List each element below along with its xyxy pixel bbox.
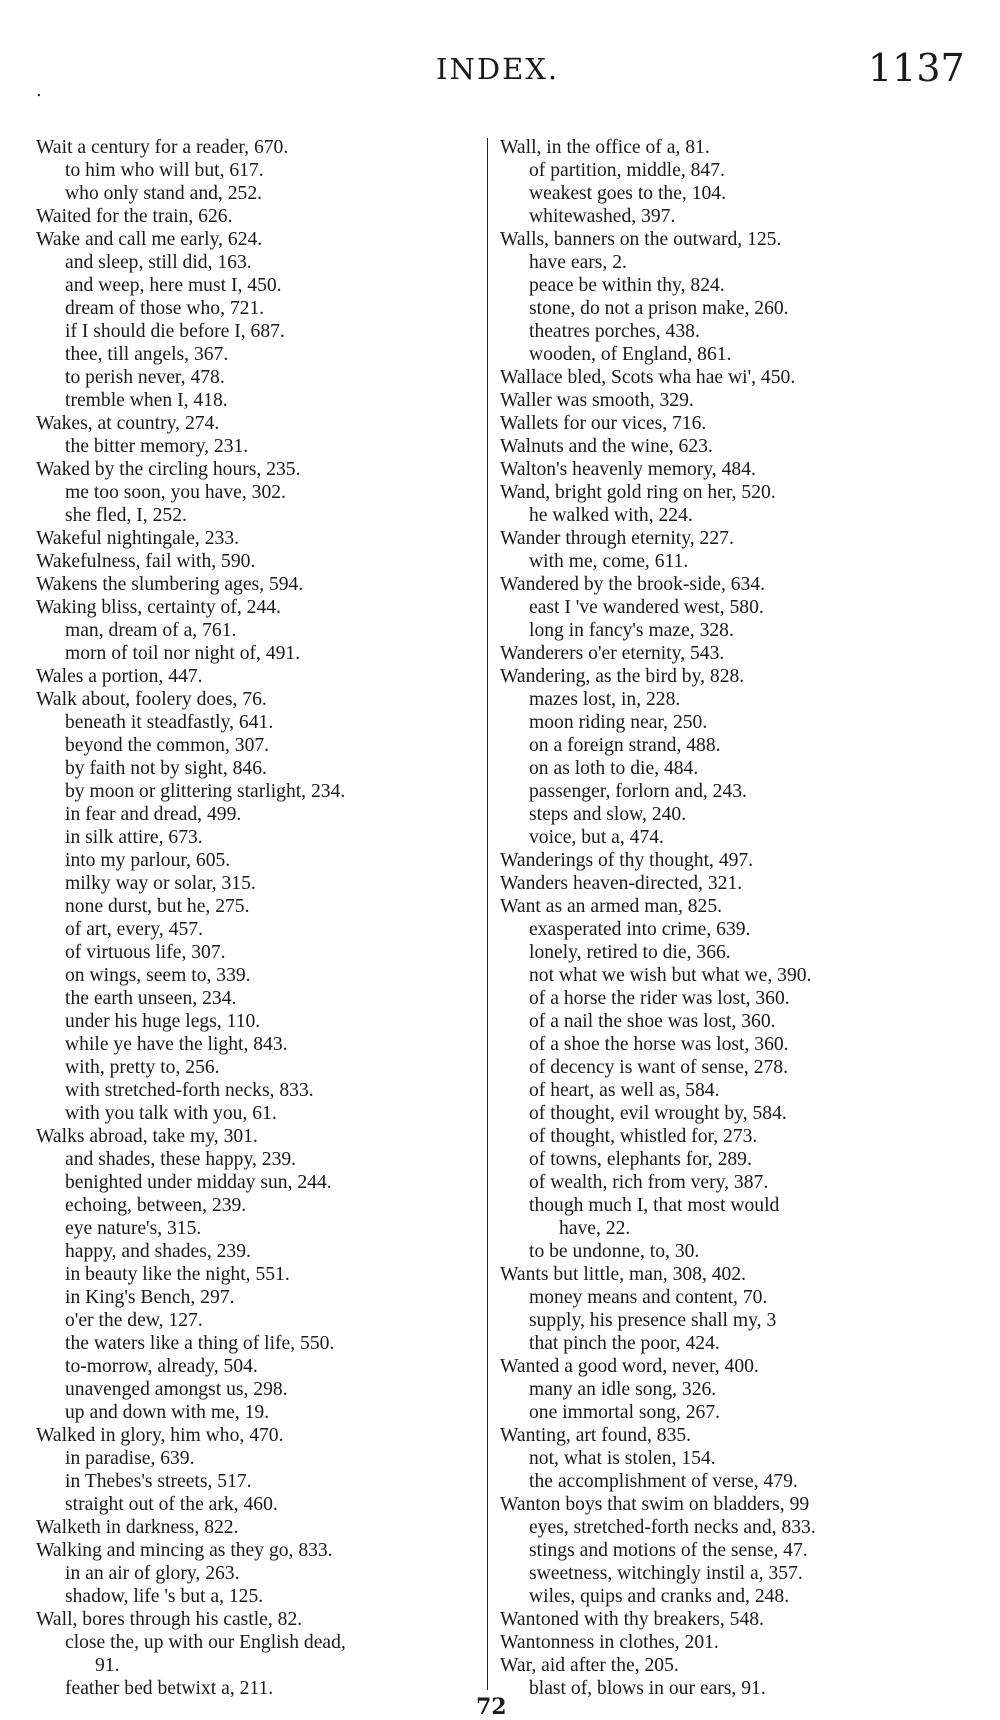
column-divider xyxy=(487,138,488,1690)
index-entry: Walnuts and the wine, 623. xyxy=(500,436,713,457)
index-subentry: weakest goes to the, 104. xyxy=(529,183,726,204)
index-subentry: passenger, forlorn and, 243. xyxy=(529,781,747,802)
page-number: 1137 xyxy=(868,46,965,90)
index-subentry: the earth unseen, 234. xyxy=(65,988,237,1009)
index-subentry: mazes lost, in, 228. xyxy=(529,689,681,710)
index-entry-continuation: have, 22. xyxy=(559,1218,631,1239)
index-subentry: of thought, evil wrought by, 584. xyxy=(529,1103,787,1124)
index-subentry: feather bed betwixt a, 211. xyxy=(65,1678,274,1699)
index-subentry: to perish never, 478. xyxy=(65,367,225,388)
index-subentry: beneath it steadfastly, 641. xyxy=(65,712,274,733)
index-entry: Walks abroad, take my, 301. xyxy=(36,1126,258,1147)
index-subentry: supply, his presence shall my, 3 xyxy=(529,1310,777,1331)
index-entry: Wakens the slumbering ages, 594. xyxy=(36,574,304,595)
index-subentry: lonely, retired to die, 366. xyxy=(529,942,731,963)
index-subentry: moon riding near, 250. xyxy=(529,712,708,733)
index-entry: Wand, bright gold ring on her, 520. xyxy=(500,482,776,503)
index-subentry: o'er the dew, 127. xyxy=(65,1310,203,1331)
index-entry: Walking and mincing as they go, 833. xyxy=(36,1540,333,1561)
index-entry: Wanderers o'er eternity, 543. xyxy=(500,643,725,664)
index-entry: Wanted a good word, never, 400. xyxy=(500,1356,759,1377)
index-entry: Wait a century for a reader, 670. xyxy=(36,137,289,158)
index-subentry: wooden, of England, 861. xyxy=(529,344,732,365)
index-entry: War, aid after the, 205. xyxy=(500,1655,679,1676)
index-subentry: that pinch the poor, 424. xyxy=(529,1333,720,1354)
index-subentry: echoing, between, 239. xyxy=(65,1195,247,1216)
index-subentry: under his huge legs, 110. xyxy=(65,1011,261,1032)
index-entry: Wall, in the office of a, 81. xyxy=(500,137,710,158)
index-entry: Wall, bores through his castle, 82. xyxy=(36,1609,303,1630)
index-subentry: of art, every, 457. xyxy=(65,919,204,940)
index-subentry: have ears, 2. xyxy=(529,252,627,273)
index-subentry: the accomplishment of verse, 479. xyxy=(529,1471,798,1492)
index-subentry: in King's Bench, 297. xyxy=(65,1287,235,1308)
index-subentry: on wings, seem to, 339. xyxy=(65,965,251,986)
index-subentry: peace be within thy, 824. xyxy=(529,275,725,296)
index-subentry: dream of those who, 721. xyxy=(65,298,265,319)
index-entry: Wanders heaven-directed, 321. xyxy=(500,873,743,894)
index-subentry: by faith not by sight, 846. xyxy=(65,758,267,779)
index-entry: Wanton boys that swim on bladders, 99 xyxy=(500,1494,810,1515)
index-entry: Want as an armed man, 825. xyxy=(500,896,723,917)
index-subentry: exasperated into crime, 639. xyxy=(529,919,751,940)
index-subentry: me too soon, you have, 302. xyxy=(65,482,286,503)
index-subentry: and sleep, still did, 163. xyxy=(65,252,252,273)
index-entry: Walk about, foolery does, 76. xyxy=(36,689,267,710)
index-subentry: thee, till angels, 367. xyxy=(65,344,229,365)
index-entry: Wallets for our vices, 716. xyxy=(500,413,707,434)
index-subentry: tremble when I, 418. xyxy=(65,390,228,411)
index-subentry: of heart, as well as, 584. xyxy=(529,1080,720,1101)
index-entry: Walton's heavenly memory, 484. xyxy=(500,459,756,480)
index-subentry: of decency is want of sense, 278. xyxy=(529,1057,788,1078)
index-subentry: of virtuous life, 307. xyxy=(65,942,226,963)
index-entry: Walked in glory, him who, 470. xyxy=(36,1425,284,1446)
index-subentry: to-morrow, already, 504. xyxy=(65,1356,258,1377)
index-subentry: whitewashed, 397. xyxy=(529,206,676,227)
index-subentry: on as loth to die, 484. xyxy=(529,758,699,779)
index-subentry: the bitter memory, 231. xyxy=(65,436,249,457)
index-subentry: to him who will but, 617. xyxy=(65,160,264,181)
index-subentry: morn of toil nor night of, 491. xyxy=(65,643,301,664)
index-subentry: in an air of glory, 263. xyxy=(65,1563,240,1584)
index-subentry: by moon or glittering starlight, 234. xyxy=(65,781,346,802)
index-subentry: wiles, quips and cranks and, 248. xyxy=(529,1586,790,1607)
index-subentry: in fear and dread, 499. xyxy=(65,804,242,825)
index-subentry: and weep, here must I, 450. xyxy=(65,275,282,296)
index-subentry xyxy=(36,1631,476,1677)
index-entry: Waited for the train, 626. xyxy=(36,206,233,227)
index-entry: Wallace bled, Scots wha hae wi', 450. xyxy=(500,367,796,388)
index-subentry: eye nature's, 315. xyxy=(65,1218,202,1239)
index-entry: Wakeful nightingale, 233. xyxy=(36,528,240,549)
index-subentry: with me, come, 611. xyxy=(529,551,689,572)
index-entry: Wanderings of thy thought, 497. xyxy=(500,850,754,871)
index-entry: Waking bliss, certainty of, 244. xyxy=(36,597,281,618)
index-subentry: unavenged amongst us, 298. xyxy=(65,1379,288,1400)
index-subentry: in paradise, 639. xyxy=(65,1448,195,1469)
index-entry-text: close the, up with our English dead, xyxy=(65,1632,346,1653)
index-entry: Waller was smooth, 329. xyxy=(500,390,694,411)
signature-mark: 72 xyxy=(476,1694,507,1720)
index-subentry: none durst, but he, 275. xyxy=(65,896,250,917)
index-subentry: in beauty like the night, 551. xyxy=(65,1264,290,1285)
index-entry: Wakefulness, fail with, 590. xyxy=(36,551,256,572)
index-subentry: benighted under midday sun, 244. xyxy=(65,1172,332,1193)
index-entry: Wakes, at country, 274. xyxy=(36,413,220,434)
index-subentry: while ye have the light, 843. xyxy=(65,1034,288,1055)
index-entry: Wantoned with thy breakers, 548. xyxy=(500,1609,764,1630)
index-subentry: eyes, stretched-forth necks and, 833. xyxy=(529,1517,816,1538)
stray-mark: . xyxy=(36,80,42,101)
index-entry: Wants but little, man, 308, 402. xyxy=(500,1264,747,1285)
index-subentry xyxy=(500,1194,942,1240)
index-entry: Wake and call me early, 624. xyxy=(36,229,263,250)
index-column-right xyxy=(500,136,942,1700)
index-subentry: theatres porches, 438. xyxy=(529,321,700,342)
index-subentry: milky way or solar, 315. xyxy=(65,873,256,894)
index-subentry: straight out of the ark, 460. xyxy=(65,1494,278,1515)
index-subentry: in Thebes's streets, 517. xyxy=(65,1471,252,1492)
index-entry-text: though much I, that most would xyxy=(529,1195,780,1216)
index-subentry: shadow, life 's but a, 125. xyxy=(65,1586,264,1607)
index-subentry: he walked with, 224. xyxy=(529,505,693,526)
index-subentry: and shades, these happy, 239. xyxy=(65,1149,297,1170)
index-subentry: not what we wish but what we, 390. xyxy=(529,965,812,986)
index-subentry: east I 've wandered west, 580. xyxy=(529,597,764,618)
index-subentry: to be undonne, to, 30. xyxy=(529,1241,700,1262)
index-entry: Wandered by the brook-side, 634. xyxy=(500,574,766,595)
index-entry: Waked by the circling hours, 235. xyxy=(36,459,301,480)
index-entry: Walls, banners on the outward, 125. xyxy=(500,229,782,250)
index-subentry: not, what is stolen, 154. xyxy=(529,1448,716,1469)
index-subentry: voice, but a, 474. xyxy=(529,827,664,848)
index-subentry: steps and slow, 240. xyxy=(529,804,687,825)
index-subentry: one immortal song, 267. xyxy=(529,1402,721,1423)
index-subentry: the waters like a thing of life, 550. xyxy=(65,1333,335,1354)
index-entry: Walketh in darkness, 822. xyxy=(36,1517,239,1538)
index-subentry: with you talk with you, 61. xyxy=(65,1103,277,1124)
index-subentry: many an idle song, 326. xyxy=(529,1379,717,1400)
index-subentry: man, dream of a, 761. xyxy=(65,620,237,641)
index-subentry: happy, and shades, 239. xyxy=(65,1241,251,1262)
index-column-left xyxy=(36,136,476,1700)
running-title: INDEX. xyxy=(436,52,560,86)
index-subentry: of wealth, rich from very, 387. xyxy=(529,1172,769,1193)
index-subentry: who only stand and, 252. xyxy=(65,183,263,204)
index-subentry: long in fancy's maze, 328. xyxy=(529,620,734,641)
index-subentry: sweetness, witchingly instil a, 357. xyxy=(529,1563,803,1584)
index-entry: Wales a portion, 447. xyxy=(36,666,203,687)
index-entry: Wandering, as the bird by, 828. xyxy=(500,666,745,687)
index-subentry: into my parlour, 605. xyxy=(65,850,231,871)
index-entry: Wander through eternity, 227. xyxy=(500,528,734,549)
index-entry-continuation: 91. xyxy=(95,1655,120,1676)
index-entry: Wantonness in clothes, 201. xyxy=(500,1632,719,1653)
index-subentry: if I should die before I, 687. xyxy=(65,321,285,342)
index-subentry: of thought, whistled for, 273. xyxy=(529,1126,758,1147)
index-subentry: with stretched-forth necks, 833. xyxy=(65,1080,314,1101)
index-subentry: stone, do not a prison make, 260. xyxy=(529,298,789,319)
index-subentry: up and down with me, 19. xyxy=(65,1402,270,1423)
index-subentry: of a shoe the horse was lost, 360. xyxy=(529,1034,789,1055)
index-subentry: beyond the common, 307. xyxy=(65,735,270,756)
index-subentry: she fled, I, 252. xyxy=(65,505,187,526)
index-subentry: with, pretty to, 256. xyxy=(65,1057,220,1078)
index-subentry: stings and motions of the sense, 47. xyxy=(529,1540,808,1561)
index-subentry: of towns, elephants for, 289. xyxy=(529,1149,752,1170)
index-subentry: on a foreign strand, 488. xyxy=(529,735,721,756)
index-subentry: money means and content, 70. xyxy=(529,1287,768,1308)
index-subentry: of a horse the rider was lost, 360. xyxy=(529,988,790,1009)
index-subentry: blast of, blows in our ears, 91. xyxy=(529,1678,766,1699)
index-subentry: of a nail the shoe was lost, 360. xyxy=(529,1011,776,1032)
index-entry: Wanting, art found, 835. xyxy=(500,1425,692,1446)
index-subentry: in silk attire, 673. xyxy=(65,827,203,848)
index-subentry: of partition, middle, 847. xyxy=(529,160,725,181)
